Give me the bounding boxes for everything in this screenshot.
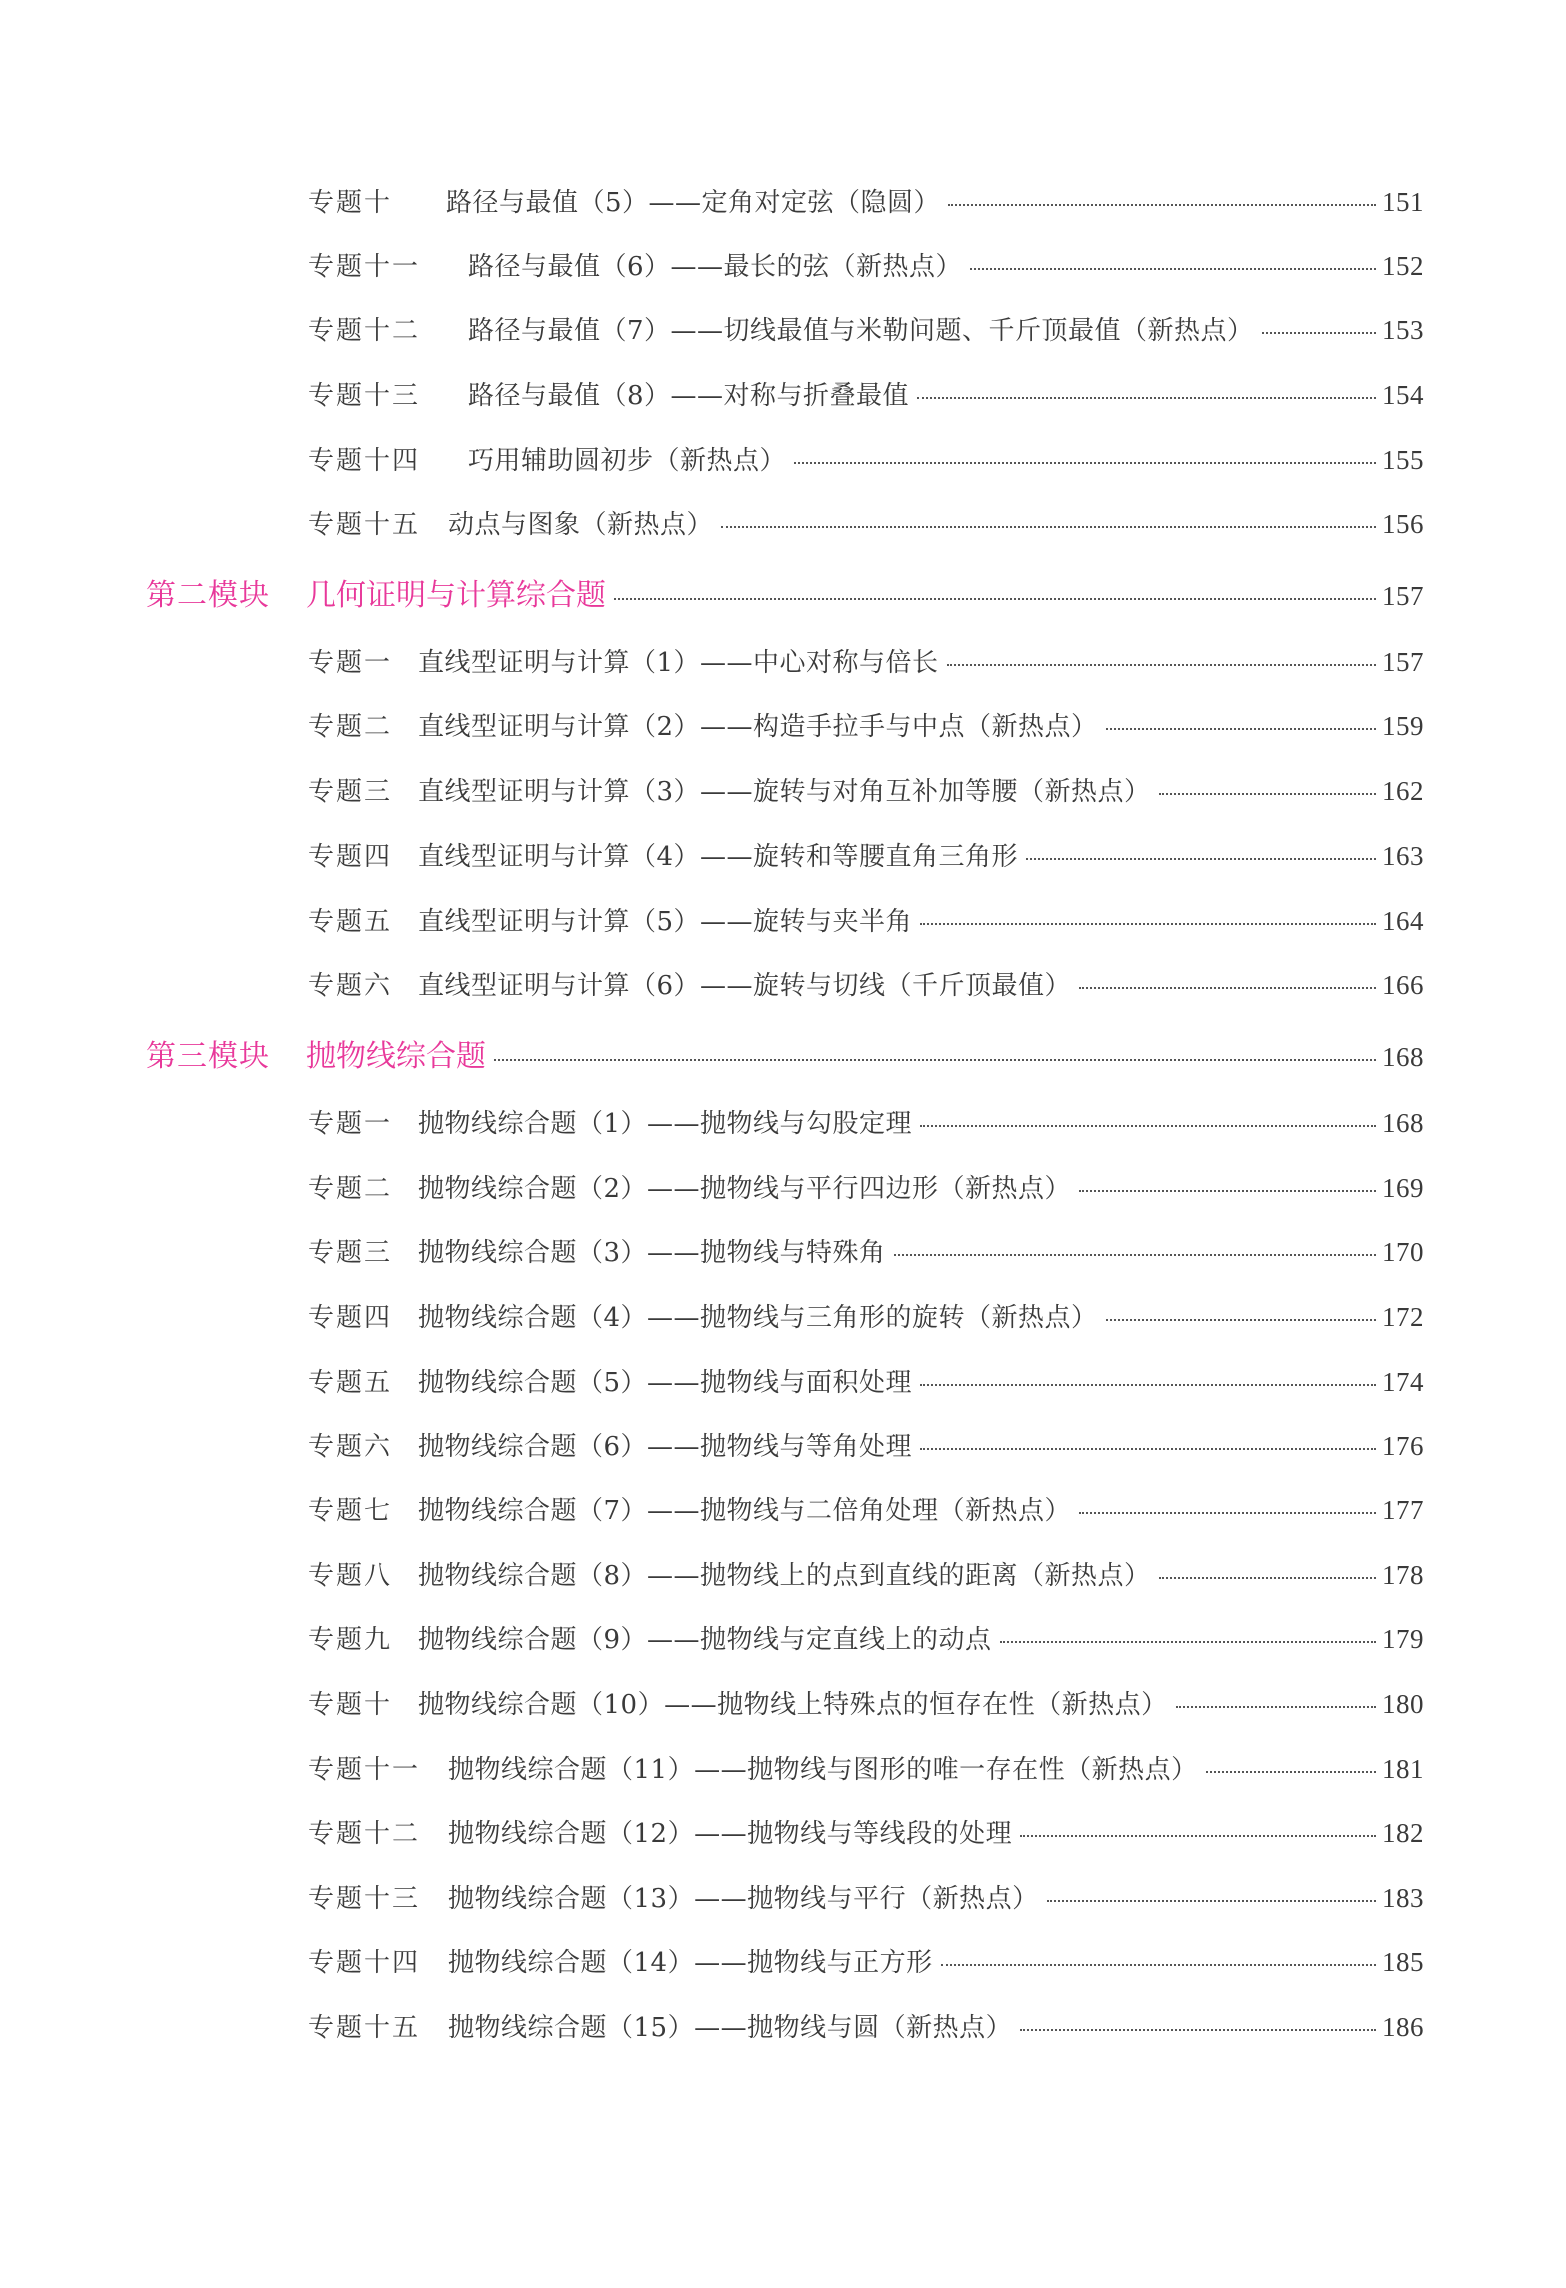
dot-leader — [947, 664, 1376, 666]
page-number: 176 — [1382, 1431, 1424, 1461]
toc-entry-topic-6[interactable] — [308, 965, 1424, 1002]
page-number: 177 — [1382, 1495, 1424, 1525]
topic-number: 专题四 — [308, 1303, 393, 1333]
topic-number: 专题十 — [308, 188, 393, 218]
page-number: 153 — [1382, 315, 1424, 345]
topic-title: 路径与最值（8）——对称与折叠最值 — [468, 381, 910, 411]
dot-leader — [1176, 1706, 1376, 1708]
topic-number: 专题三 — [308, 1238, 393, 1268]
toc-entry-topic-14[interactable] — [308, 1942, 1424, 1979]
dot-leader — [494, 1059, 1376, 1061]
topic-number: 专题十二 — [308, 316, 421, 346]
page-number: 157 — [1382, 647, 1424, 677]
page-number: 155 — [1382, 445, 1424, 475]
toc-entry-topic-15[interactable] — [308, 504, 1424, 541]
toc-entry-topic-12[interactable] — [308, 1813, 1424, 1850]
topic-title: 抛物线综合题（8）——抛物线上的点到直线的距离（新热点） — [418, 1561, 1151, 1591]
toc-entry-topic-5[interactable] — [308, 901, 1424, 938]
dot-leader — [1020, 1835, 1376, 1837]
dot-leader — [1106, 1319, 1376, 1321]
topic-number: 专题十三 — [308, 381, 421, 411]
dot-leader — [920, 1384, 1376, 1386]
dot-leader — [1206, 1771, 1376, 1773]
toc-entry-topic-3[interactable] — [308, 771, 1424, 808]
topic-number: 专题十三 — [308, 1884, 421, 1914]
topic-title: 直线型证明与计算（4）——旋转和等腰直角三角形 — [418, 842, 1019, 872]
toc-entry-topic-9[interactable] — [308, 1619, 1424, 1656]
dot-leader — [1262, 332, 1376, 334]
topic-title: 抛物线综合题（12）——抛物线与等线段的处理 — [448, 1819, 1013, 1849]
topic-number: 专题十一 — [308, 1755, 421, 1785]
page-number: 181 — [1382, 1754, 1424, 1784]
topic-title: 抛物线综合题（1）——抛物线与勾股定理 — [418, 1109, 913, 1139]
dot-leader — [1079, 1190, 1376, 1192]
page-number: 182 — [1382, 1818, 1424, 1848]
toc-entry-topic-11[interactable] — [308, 246, 1424, 283]
topic-number: 专题六 — [308, 971, 393, 1001]
topic-title: 抛物线综合题（4）——抛物线与三角形的旋转（新热点） — [418, 1303, 1098, 1333]
dot-leader — [1159, 1577, 1376, 1579]
page-number: 168 — [1382, 1108, 1424, 1138]
dot-leader — [948, 204, 1376, 206]
page-number: 169 — [1382, 1173, 1424, 1203]
topic-title: 抛物线综合题（15）——抛物线与圆（新热点） — [448, 2013, 1013, 2043]
page-number: 180 — [1382, 1689, 1424, 1719]
toc-entry-module-3[interactable] — [146, 1031, 1424, 1075]
page-number: 163 — [1382, 841, 1424, 871]
topic-number: 专题十 — [308, 1690, 393, 1720]
topic-number: 专题一 — [308, 648, 393, 678]
topic-number: 专题八 — [308, 1561, 393, 1591]
topic-number: 专题九 — [308, 1625, 393, 1655]
dot-leader — [894, 1254, 1376, 1256]
topic-number: 专题十五 — [308, 2013, 421, 2043]
toc-entry-topic-10[interactable] — [308, 1684, 1424, 1721]
dot-leader — [941, 1964, 1376, 1966]
toc-entry-topic-6[interactable] — [308, 1426, 1424, 1463]
toc-entry-topic-11[interactable] — [308, 1749, 1424, 1786]
module-title: 几何证明与计算综合题 — [306, 578, 606, 613]
dot-leader — [1079, 987, 1376, 989]
toc-entry-topic-15[interactable] — [308, 2007, 1424, 2044]
topic-number: 专题三 — [308, 777, 393, 807]
topic-title: 抛物线综合题（7）——抛物线与二倍角处理（新热点） — [418, 1496, 1072, 1526]
dot-leader — [1079, 1512, 1376, 1514]
page-number: 151 — [1382, 187, 1424, 217]
toc-entry-topic-13[interactable] — [308, 1878, 1424, 1915]
topic-title: 巧用辅助圆初步（新热点） — [468, 446, 787, 476]
page-number: 174 — [1382, 1367, 1424, 1397]
page-number: 185 — [1382, 1947, 1424, 1977]
dot-leader — [614, 598, 1376, 600]
topic-title: 抛物线综合题（6）——抛物线与等角处理 — [418, 1432, 913, 1462]
module-title: 抛物线综合题 — [306, 1039, 486, 1074]
toc-entry-topic-14[interactable] — [308, 440, 1424, 477]
dot-leader — [1020, 2029, 1376, 2031]
topic-number: 专题五 — [308, 907, 393, 937]
dot-leader — [1026, 858, 1376, 860]
dot-leader — [920, 1125, 1376, 1127]
page-number: 170 — [1382, 1237, 1424, 1267]
dot-leader — [1159, 793, 1376, 795]
page-number: 164 — [1382, 906, 1424, 936]
page-number: 152 — [1382, 251, 1424, 281]
topic-number: 专题十四 — [308, 446, 421, 476]
page-number: 183 — [1382, 1883, 1424, 1913]
page-number: 172 — [1382, 1302, 1424, 1332]
toc-entry-topic-12[interactable] — [308, 310, 1424, 347]
module-number: 第二模块 — [146, 578, 270, 613]
dot-leader — [970, 268, 1376, 270]
topic-number: 专题十五 — [308, 510, 421, 540]
topic-number: 专题十二 — [308, 1819, 421, 1849]
page-number: 179 — [1382, 1624, 1424, 1654]
toc-entry-topic-10[interactable] — [308, 182, 1424, 219]
topic-number: 专题六 — [308, 1432, 393, 1462]
toc-entry-topic-7[interactable] — [308, 1490, 1424, 1527]
toc-entry-topic-2[interactable] — [308, 706, 1424, 743]
dot-leader — [920, 1448, 1376, 1450]
topic-number: 专题七 — [308, 1496, 393, 1526]
page-number: 159 — [1382, 711, 1424, 741]
page-number: 186 — [1382, 2012, 1424, 2042]
topic-title: 抛物线综合题（10）——抛物线上特殊点的恒存在性（新热点） — [418, 1690, 1168, 1720]
toc-entry-topic-8[interactable] — [308, 1555, 1424, 1592]
topic-title: 直线型证明与计算（2）——构造手拉手与中点（新热点） — [418, 712, 1098, 742]
topic-number: 专题二 — [308, 712, 393, 742]
page-number: 157 — [1382, 581, 1424, 611]
module-number: 第三模块 — [146, 1039, 270, 1074]
dot-leader — [794, 462, 1376, 464]
topic-title: 路径与最值（7）——切线最值与米勒问题、千斤顶最值（新热点） — [468, 316, 1254, 346]
topic-title: 抛物线综合题（5）——抛物线与面积处理 — [418, 1368, 913, 1398]
toc-entry-topic-1[interactable] — [308, 1103, 1424, 1140]
topic-title: 抛物线综合题（11）——抛物线与图形的唯一存在性（新热点） — [448, 1755, 1198, 1785]
dot-leader — [1106, 728, 1376, 730]
page-number: 156 — [1382, 509, 1424, 539]
topic-title: 路径与最值（6）——最长的弦（新热点） — [468, 252, 963, 282]
dot-leader — [1000, 1641, 1376, 1643]
dot-leader — [920, 923, 1376, 925]
dot-leader — [721, 526, 1376, 528]
topic-number: 专题十一 — [308, 252, 421, 282]
topic-title: 抛物线综合题（2）——抛物线与平行四边形（新热点） — [418, 1174, 1072, 1204]
dot-leader — [1047, 1900, 1376, 1902]
toc-entry-topic-2[interactable] — [308, 1168, 1424, 1205]
topic-number: 专题五 — [308, 1368, 393, 1398]
toc-entry-topic-1[interactable] — [308, 642, 1424, 679]
page-number: 166 — [1382, 970, 1424, 1000]
dot-leader — [917, 397, 1376, 399]
topic-title: 直线型证明与计算（5）——旋转与夹半角 — [418, 907, 913, 937]
topic-number: 专题十四 — [308, 1948, 421, 1978]
topic-number: 专题二 — [308, 1174, 393, 1204]
topic-title: 抛物线综合题（13）——抛物线与平行（新热点） — [448, 1884, 1039, 1914]
topic-title: 抛物线综合题（9）——抛物线与定直线上的动点 — [418, 1625, 992, 1655]
page-number: 168 — [1382, 1042, 1424, 1072]
topic-title: 直线型证明与计算（3）——旋转与对角互补加等腰（新热点） — [418, 777, 1151, 807]
topic-title: 抛物线综合题（3）——抛物线与特殊角 — [418, 1238, 886, 1268]
toc-entry-topic-13[interactable] — [308, 375, 1424, 412]
toc-entry-topic-4[interactable] — [308, 1297, 1424, 1334]
toc-entry-topic-3[interactable] — [308, 1232, 1424, 1269]
topic-number: 专题四 — [308, 842, 393, 872]
topic-title: 直线型证明与计算（6）——旋转与切线（千斤顶最值） — [418, 971, 1072, 1001]
toc-entry-topic-4[interactable] — [308, 836, 1424, 873]
toc-entry-module-2[interactable] — [146, 570, 1424, 614]
topic-title: 直线型证明与计算（1）——中心对称与倍长 — [418, 648, 939, 678]
topic-title: 路径与最值（5）——定角对定弦（隐圆） — [446, 188, 941, 218]
toc-entry-topic-5[interactable] — [308, 1362, 1424, 1399]
page-number: 162 — [1382, 776, 1424, 806]
page-number: 154 — [1382, 380, 1424, 410]
topic-number: 专题一 — [308, 1109, 393, 1139]
topic-title: 动点与图象（新热点） — [448, 510, 714, 540]
page-number: 178 — [1382, 1560, 1424, 1590]
topic-title: 抛物线综合题（14）——抛物线与正方形 — [448, 1948, 933, 1978]
